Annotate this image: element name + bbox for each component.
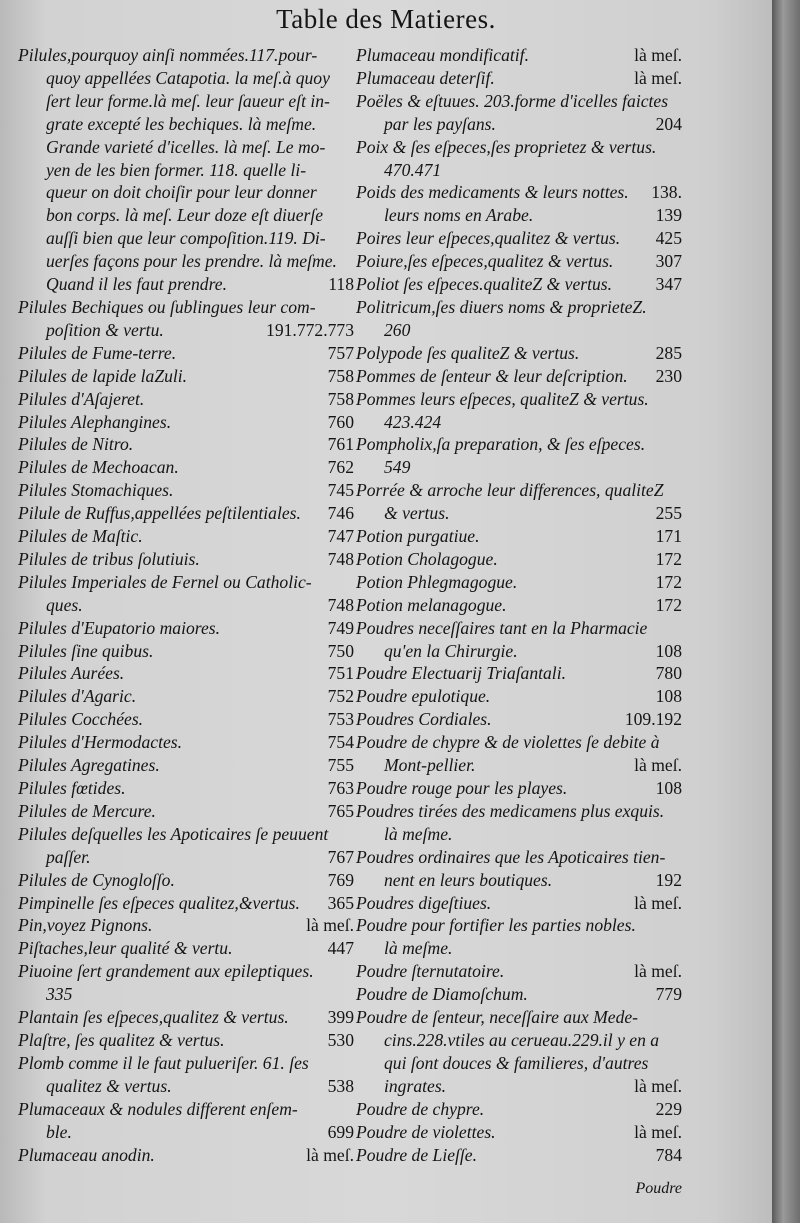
- index-entry: [356, 365, 682, 388]
- index-entry: [356, 640, 682, 663]
- entry-text: Pilules d'Aſajeret.: [18, 388, 145, 409]
- page-reference: 752: [327, 686, 354, 707]
- entry-text: là meſme.: [384, 823, 453, 844]
- entry-text: Piuoine ſert grandement aux epileptiques.: [18, 961, 314, 982]
- entry-text: 549: [384, 457, 411, 478]
- entry-text: par les payſans.: [384, 113, 496, 134]
- entry-text: paſſer.: [46, 846, 91, 867]
- index-entry: [356, 548, 682, 571]
- entry-text: Pilules Stomachiques.: [18, 480, 174, 501]
- page-reference: 767: [327, 846, 354, 867]
- entry-text: ques.: [46, 594, 83, 615]
- entry-text: Plomb comme il le faut pulueriſer. 61. ſes: [18, 1052, 309, 1073]
- entry-text: Pilules Alephangines.: [18, 411, 172, 432]
- page-reference: 761: [327, 434, 354, 455]
- entry-text: là meſme.: [384, 938, 453, 959]
- entry-text: Politricum,ſes diuers noms & proprieteZ.: [356, 296, 647, 317]
- page-reference: 171: [655, 526, 682, 547]
- entry-text: Poiure,ſes eſpeces,qualitez & vertus.: [356, 251, 614, 272]
- index-entry: [18, 479, 354, 502]
- page-reference: 118: [328, 274, 354, 295]
- entry-text: queur on doit choiſir pour leur donner: [46, 182, 317, 203]
- page-reference: 139: [655, 205, 682, 226]
- entry-text: yen de les bien former. 118. quelle li-: [46, 159, 307, 180]
- index-entry: [356, 1144, 682, 1167]
- entry-text: Pilules de Mercure.: [18, 800, 156, 821]
- page-reference: là meſ.: [634, 1121, 682, 1142]
- index-entry: [18, 1075, 354, 1098]
- page-reference: là meſ.: [634, 892, 682, 913]
- entry-text: Poudre de violettes.: [356, 1121, 496, 1142]
- index-entry: [18, 960, 354, 983]
- index-entry: [18, 914, 354, 937]
- entry-text: Grande varieté d'icelles. là meſ. Le mo-: [46, 136, 326, 157]
- index-column-right: [356, 44, 682, 1166]
- index-entry: [356, 1029, 682, 1052]
- index-entry: [18, 869, 354, 892]
- index-entry: [18, 983, 354, 1006]
- entry-text: Pilules de tribus ſolutiuis.: [18, 548, 200, 569]
- entry-text: Piſtaches,leur qualité & vertu.: [18, 938, 233, 959]
- entry-text: Pommes leurs eſpeces, qualiteZ & vertus.: [356, 388, 649, 409]
- entry-text: leurs noms en Arabe.: [384, 205, 534, 226]
- index-entry: [356, 411, 682, 434]
- page-reference: 307: [655, 251, 682, 272]
- index-entry: [18, 708, 354, 731]
- entry-text: bon corps. là meſ. Leur doze eſt diuerſe: [46, 205, 324, 226]
- entry-text: Poudre de ſenteur, neceſſaire aux Mede-: [356, 1007, 639, 1028]
- entry-text: Poids des medicaments & leurs nottes.: [356, 182, 629, 203]
- entry-text: Poudres digeſtiues.: [356, 892, 492, 913]
- index-entry: [356, 1052, 682, 1075]
- entry-text: Pommes de ſenteur & leur deſcription.: [356, 365, 628, 386]
- entry-text: qualitez & vertus.: [46, 1075, 172, 1096]
- index-entry: [18, 365, 354, 388]
- index-entry: [18, 319, 354, 342]
- entry-text: Pin,voyez Pignons.: [18, 915, 153, 936]
- index-entry: [18, 90, 354, 113]
- entry-text: Poëles & eſtuues. 203.forme d'icelles faictes: [356, 90, 669, 111]
- entry-text: Plumaceaux & nodules different enſem-: [18, 1098, 298, 1119]
- index-entry: [356, 754, 682, 777]
- page-reference: 769: [327, 869, 354, 890]
- page-reference: là meſ.: [634, 45, 682, 65]
- index-entry: [18, 273, 354, 296]
- index-entry: [18, 67, 354, 90]
- index-entry: [356, 983, 682, 1006]
- entry-text: Pilules de Cynogloſſo.: [18, 869, 175, 890]
- index-entry: [18, 227, 354, 250]
- entry-text: qu'en la Chirurgie.: [384, 640, 518, 661]
- index-entry: [18, 204, 354, 227]
- index-entry: [18, 1052, 354, 1075]
- page-reference: 765: [327, 800, 354, 821]
- index-entry: [18, 617, 354, 640]
- page-reference: là meſ.: [634, 1075, 682, 1096]
- index-entry: [18, 502, 354, 525]
- catchword: Poudre: [635, 1180, 682, 1197]
- index-entry: [18, 892, 354, 915]
- page-reference: 192: [655, 869, 682, 890]
- page-reference: 172: [655, 571, 682, 592]
- page-reference: 108: [655, 778, 682, 798]
- index-entry: [356, 525, 682, 548]
- entry-text: Pilules d'Hermodactes.: [18, 732, 183, 753]
- page-reference: 191.772.773: [266, 319, 354, 340]
- page-reference: 755: [327, 755, 354, 776]
- index-entry: [18, 731, 354, 754]
- index-entry: [356, 90, 682, 113]
- page-reference: 204: [655, 113, 682, 134]
- page-reference: 255: [655, 503, 682, 524]
- page-reference: 748: [327, 548, 354, 569]
- entry-text: 470.471: [384, 159, 442, 180]
- entry-text: Plumaceau deterſif.: [356, 67, 495, 88]
- index-entry: [18, 411, 354, 434]
- index-entry: [356, 319, 682, 342]
- entry-text: Potion melanagogue.: [356, 594, 507, 615]
- page-reference: 108: [655, 640, 682, 661]
- index-entry: [18, 1006, 354, 1029]
- entry-text: 423.424: [384, 411, 442, 432]
- page-reference: 447: [327, 938, 354, 959]
- page-reference: là meſ.: [634, 755, 682, 776]
- index-entry: [18, 433, 354, 456]
- index-entry: [356, 502, 682, 525]
- page-reference: là meſ.: [306, 1144, 354, 1165]
- page-reference: 745: [327, 480, 354, 501]
- entry-text: ble.: [46, 1121, 72, 1142]
- page-reference: là meſ.: [306, 915, 354, 936]
- entry-text: Pilules Agregatines.: [18, 755, 160, 776]
- index-entry: [356, 113, 682, 136]
- index-entry: [356, 433, 682, 456]
- entry-text: 260: [384, 319, 411, 340]
- page-reference: 365: [327, 892, 354, 913]
- index-entry: [356, 1006, 682, 1029]
- entry-text: cins.228.vtiles au cerueau.229.il y en a: [384, 1029, 660, 1050]
- entry-text: Pilules,pourquoy ainſi nommées.117.pour-: [18, 45, 318, 65]
- page-reference: 747: [327, 526, 354, 547]
- entry-text: Pilules Bechiques ou ſublingues leur com-: [18, 296, 316, 317]
- entry-text: nent en leurs boutiques.: [384, 869, 553, 890]
- index-entry: [356, 479, 682, 502]
- index-entry: [356, 227, 682, 250]
- index-entry: [356, 1098, 682, 1121]
- entry-text: poſition & vertu.: [46, 319, 164, 340]
- index-entry: [18, 296, 354, 319]
- index-entry: [356, 388, 682, 411]
- index-entry: [356, 67, 682, 90]
- index-entry: [18, 571, 354, 594]
- page-reference: 230: [655, 365, 682, 386]
- entry-text: Plumaceau anodin.: [18, 1144, 155, 1165]
- page-reference: 762: [327, 457, 354, 478]
- page-reference: 779: [655, 984, 682, 1005]
- index-entry: [356, 594, 682, 617]
- entry-text: Poudre Electuarij Triaſantali.: [356, 663, 566, 684]
- entry-text: Pilules fœtides.: [18, 778, 126, 798]
- index-entry: [356, 296, 682, 319]
- entry-text: Potion Phlegmagogue.: [356, 571, 518, 592]
- index-entry: [18, 846, 354, 869]
- index-entry: [356, 892, 682, 915]
- page-reference: 784: [655, 1144, 682, 1165]
- page-reference: 760: [327, 411, 354, 432]
- page-reference: 749: [327, 617, 354, 638]
- index-entry: [356, 181, 682, 204]
- entry-text: Plaſtre, ſes qualitez & vertus.: [18, 1029, 225, 1050]
- page-reference: 109.192: [624, 709, 682, 730]
- entry-text: Pilules d'Eupatorio maiores.: [18, 617, 221, 638]
- index-entry: [356, 342, 682, 365]
- index-entry: [356, 731, 682, 754]
- entry-text: quoy appellées Catapotia. la meſ.à quoy: [46, 67, 330, 88]
- index-entry: [356, 617, 682, 640]
- page-reference: 753: [327, 709, 354, 730]
- entry-text: Pilules de Maſtic.: [18, 526, 143, 547]
- entry-text: Poliot ſes eſpeces.qualiteZ & vertus.: [356, 274, 613, 295]
- entry-text: Pilule de Ruffus,appellées peſtilentiales.: [18, 503, 301, 524]
- page-reference: 530: [327, 1029, 354, 1050]
- index-entry: [18, 548, 354, 571]
- page-reference: 757: [327, 342, 354, 363]
- index-entry: [356, 708, 682, 731]
- index-entry: [18, 937, 354, 960]
- index-entry: [18, 1144, 354, 1167]
- page-reference: 780: [655, 663, 682, 684]
- entry-text: Plantain ſes eſpeces,qualitez & vertus.: [18, 1007, 289, 1028]
- entry-text: Poudre de chypre & de violettes ſe debite à: [356, 732, 660, 753]
- entry-text: ingrates.: [384, 1075, 447, 1096]
- entry-text: & vertus.: [384, 503, 450, 524]
- index-entry: [356, 937, 682, 960]
- index-entry: [356, 456, 682, 479]
- index-entry: [356, 869, 682, 892]
- page-reference: 172: [655, 548, 682, 569]
- index-entry: [18, 456, 354, 479]
- index-entry: [356, 960, 682, 983]
- index-column-left: [18, 44, 354, 1166]
- index-entry: [356, 777, 682, 800]
- entry-text: Poudre de chypre.: [356, 1098, 485, 1119]
- entry-text: Poudre rouge pour les playes.: [356, 778, 568, 798]
- entry-text: Pilules ſine quibus.: [18, 640, 154, 661]
- entry-text: Quand il les faut prendre.: [46, 274, 227, 295]
- page-reference: 746: [327, 503, 354, 524]
- index-entry: [356, 571, 682, 594]
- page-reference: là meſ.: [634, 961, 682, 982]
- index-entry: [18, 662, 354, 685]
- entry-text: Poudres neceſſaires tant en la Pharmacie: [356, 617, 648, 638]
- entry-text: Poix & ſes eſpeces,ſes proprietez & vertus.: [356, 136, 657, 157]
- index-entry: [356, 1075, 682, 1098]
- index-entry: [18, 823, 354, 846]
- entry-text: Potion Cholagogue.: [356, 548, 498, 569]
- page-reference: 285: [655, 342, 682, 363]
- entry-text: Pilules deſquelles les Apoticaires ſe peuuent: [18, 823, 329, 844]
- entry-text: Polypode ſes qualiteZ & vertus.: [356, 342, 580, 363]
- entry-text: Pilules de Mechoacan.: [18, 457, 179, 478]
- index-entry: [18, 113, 354, 136]
- entry-text: uerſes façons pour les prendre. là meſme.: [46, 251, 337, 272]
- page-reference: 758: [327, 388, 354, 409]
- index-entry: [18, 1121, 354, 1144]
- entry-text: Poudres ordinaires que les Apoticaires tien-: [356, 846, 666, 867]
- page-reference: 347: [655, 274, 682, 295]
- index-entry: [356, 662, 682, 685]
- entry-text: Pilules de Fume-terre.: [18, 342, 177, 363]
- index-entry: [18, 685, 354, 708]
- index-entry: [18, 777, 354, 800]
- page-reference: 751: [327, 663, 354, 684]
- index-entry: [18, 1098, 354, 1121]
- entry-text: ſert leur forme.là meſ. leur ſaueur eſt in-: [46, 90, 330, 111]
- entry-text: auſſi bien que leur compoſition.119. Di-: [46, 228, 326, 249]
- index-entry: [18, 640, 354, 663]
- index-entry: [356, 273, 682, 296]
- index-entry: [356, 250, 682, 273]
- index-entry: [18, 388, 354, 411]
- entry-text: Poudre epulotique.: [356, 686, 491, 707]
- page-reference: 750: [327, 640, 354, 661]
- index-entry: [356, 823, 682, 846]
- entry-text: Pilules Aurées.: [18, 663, 125, 684]
- page-reference: 538: [327, 1075, 354, 1096]
- page-edge: [772, 0, 800, 1223]
- entry-text: Pimpinelle ſes eſpeces qualitez,&vertus.: [18, 892, 300, 913]
- entry-text: Pilules Imperiales de Fernel ou Catholic-: [18, 571, 312, 592]
- entry-text: Poudre de Lieſſe.: [356, 1144, 478, 1165]
- page-reference: 748: [327, 594, 354, 615]
- index-entry: [356, 204, 682, 227]
- entry-text: qui ſont douces & familieres, d'autres: [384, 1052, 649, 1073]
- index-entry: [356, 685, 682, 708]
- index-entry: [18, 525, 354, 548]
- entry-text: Pompholix,ſa preparation, & ſes eſpeces.: [356, 434, 646, 455]
- entry-text: Poudres tirées des medicamens plus exquis.: [356, 800, 665, 821]
- page-reference: 699: [327, 1121, 354, 1142]
- index-entry: [356, 136, 682, 159]
- entry-text: Plumaceau mondificatif.: [356, 45, 529, 65]
- page-reference: 763: [327, 778, 354, 798]
- entry-text: Poires leur eſpeces,qualitez & vertus.: [356, 228, 621, 249]
- index-entry: [18, 594, 354, 617]
- page-reference: 138.: [651, 182, 682, 203]
- page-reference: 108: [655, 686, 682, 707]
- page-reference: 758: [327, 365, 354, 386]
- page-title: Table des Matieres.: [276, 4, 496, 34]
- index-entry: [356, 914, 682, 937]
- index-entry: [356, 1121, 682, 1144]
- entry-text: Poudre pour fortifier les parties nobles.: [356, 915, 636, 936]
- entry-text: Pilules de lapide laZuli.: [18, 365, 188, 386]
- page-reference: 399: [327, 1007, 354, 1028]
- entry-text: Porrée & arroche leur differences, qualiteZ: [356, 480, 664, 501]
- index-entry: [18, 159, 354, 182]
- index-entry: [356, 159, 682, 182]
- index-entry: [18, 181, 354, 204]
- index-entry: [18, 136, 354, 159]
- page-reference: 425: [655, 228, 682, 249]
- index-entry: [18, 44, 354, 67]
- entry-text: grate excepté les bechiques. là meſme.: [46, 113, 317, 134]
- entry-text: Poudre de Diamoſchum.: [356, 984, 528, 1005]
- entry-text: Pilules Cocchées.: [18, 709, 144, 730]
- entry-text: Poudres Cordiales.: [356, 709, 492, 730]
- index-entry: [18, 1029, 354, 1052]
- entry-text: Potion purgatiue.: [356, 526, 480, 547]
- index-entry: [18, 342, 354, 365]
- entry-text: 335: [46, 984, 73, 1005]
- page-reference: 229: [655, 1098, 682, 1119]
- index-entry: [18, 754, 354, 777]
- page-reference: 754: [327, 732, 354, 753]
- index-entry: [18, 800, 354, 823]
- entry-text: Pilules d'Agaric.: [18, 686, 137, 707]
- index-entry: [356, 800, 682, 823]
- entry-text: Pilules de Nitro.: [18, 434, 134, 455]
- entry-text: Mont-pellier.: [384, 755, 476, 776]
- index-entry: [356, 44, 682, 67]
- page-reference: 172: [655, 594, 682, 615]
- index-entry: [18, 250, 354, 273]
- entry-text: Poudre ſternutatoire.: [356, 961, 505, 982]
- index-entry: [356, 846, 682, 869]
- page-reference: là meſ.: [634, 67, 682, 88]
